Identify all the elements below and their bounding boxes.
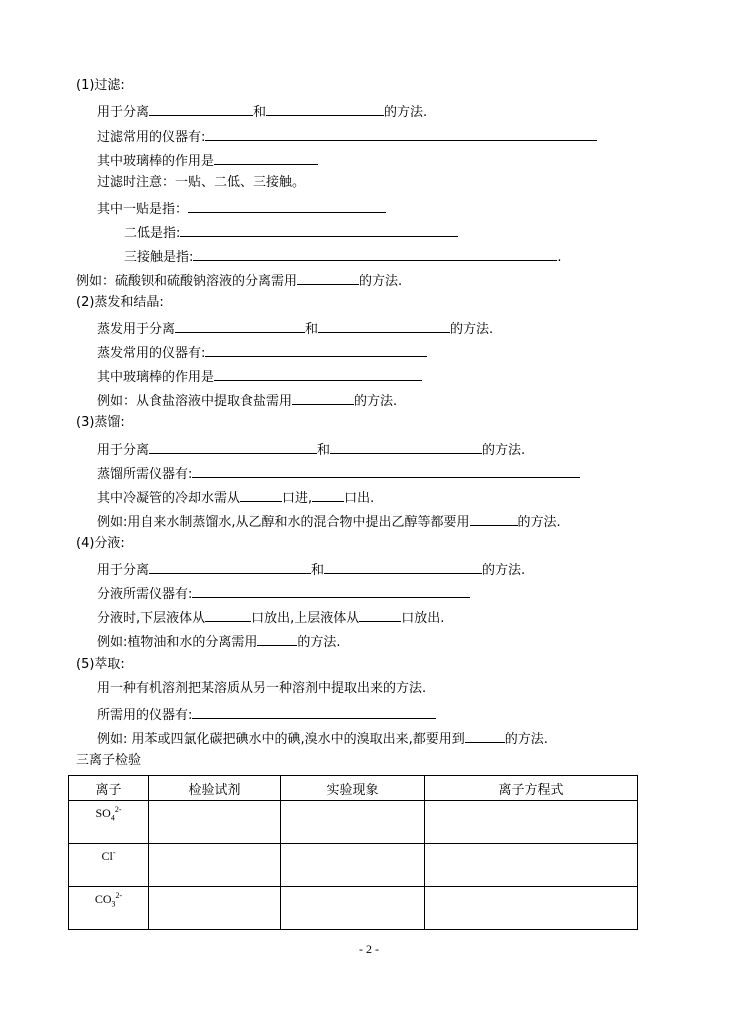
text: 口放出. bbox=[401, 611, 445, 626]
text: 三接触是指: bbox=[124, 250, 194, 265]
subscript: 4 bbox=[110, 813, 115, 823]
text: 的方法. bbox=[504, 732, 548, 747]
blank[interactable] bbox=[470, 512, 518, 526]
col-phenomenon: 实验现象 bbox=[281, 776, 425, 801]
text: 和 bbox=[311, 563, 325, 578]
two-low-line bbox=[124, 223, 458, 242]
blank[interactable] bbox=[180, 223, 458, 237]
example-4 bbox=[97, 632, 341, 651]
equation-cell[interactable] bbox=[425, 887, 638, 930]
blank[interactable] bbox=[175, 319, 305, 333]
three-contact-line bbox=[124, 247, 562, 266]
separation-purpose-line bbox=[97, 560, 525, 579]
text: SO bbox=[95, 806, 111, 820]
example-5 bbox=[97, 729, 548, 748]
blank[interactable] bbox=[330, 440, 482, 454]
filtration-purpose-line bbox=[97, 102, 427, 121]
equation-cell[interactable] bbox=[425, 844, 638, 887]
filtration-instruments-line bbox=[97, 127, 597, 146]
phenomenon-cell[interactable] bbox=[281, 844, 425, 887]
reagent-cell[interactable] bbox=[149, 801, 281, 844]
text: 用于分离 bbox=[97, 105, 150, 120]
blank[interactable] bbox=[312, 488, 344, 502]
section-4-title: (4)分液: bbox=[76, 536, 125, 551]
condenser-water-line bbox=[97, 488, 374, 507]
example-2 bbox=[97, 391, 397, 410]
separation-instruments-line bbox=[97, 584, 470, 603]
text: 的方法. bbox=[384, 105, 428, 120]
text: 蒸馏所需仪器有: bbox=[97, 467, 193, 482]
blank[interactable] bbox=[318, 319, 450, 333]
distillation-instruments-line bbox=[97, 464, 580, 483]
text: 例如：从食盐溶液中提取食盐需用 bbox=[97, 394, 293, 409]
table-row bbox=[69, 887, 638, 930]
glass-rod-role-line-2 bbox=[97, 367, 422, 386]
blank[interactable] bbox=[205, 127, 597, 141]
text: 其中玻璃棒的作用是 bbox=[97, 154, 215, 169]
ion-chloride bbox=[69, 844, 148, 864]
blank[interactable] bbox=[359, 608, 401, 622]
reagent-cell[interactable] bbox=[149, 844, 281, 887]
ion-test-table bbox=[68, 775, 638, 930]
col-reagent: 检验试剂 bbox=[149, 776, 281, 801]
text: 和 bbox=[317, 443, 331, 458]
one-stick-line bbox=[97, 199, 386, 218]
blank[interactable] bbox=[192, 464, 580, 478]
blank[interactable] bbox=[192, 584, 470, 598]
text: . bbox=[557, 250, 562, 265]
blank[interactable] bbox=[149, 102, 253, 116]
ion-carbonate bbox=[69, 887, 148, 908]
col-equation: 离子方程式 bbox=[425, 776, 638, 801]
text: 和 bbox=[253, 105, 267, 120]
text: 的方法. bbox=[482, 443, 526, 458]
ion-sulfate bbox=[69, 801, 148, 822]
example-3 bbox=[97, 512, 561, 531]
blank[interactable] bbox=[205, 343, 427, 357]
blank[interactable] bbox=[193, 247, 557, 261]
blank[interactable] bbox=[297, 271, 359, 285]
text: 的方法. bbox=[297, 635, 341, 650]
text: 用于分离 bbox=[97, 443, 150, 458]
text: 所需用的仪器有: bbox=[97, 708, 193, 723]
superscript: - bbox=[112, 848, 116, 857]
section-2-title: (2)蒸发和结晶: bbox=[76, 295, 164, 310]
text: 蒸发常用的仪器有: bbox=[97, 346, 206, 361]
phenomenon-cell[interactable] bbox=[281, 801, 425, 844]
text: 口进, bbox=[282, 491, 313, 506]
text: 例如:植物油和水的分离需用 bbox=[97, 635, 258, 650]
text: 其中一贴是指： bbox=[97, 202, 189, 217]
text: CO bbox=[94, 892, 112, 906]
blank[interactable] bbox=[240, 488, 282, 502]
text: 的方法. bbox=[482, 563, 526, 578]
col-ion: 离子 bbox=[69, 776, 149, 801]
subscript: 3 bbox=[111, 899, 116, 909]
blank[interactable] bbox=[257, 632, 297, 646]
text: 用于分离 bbox=[97, 563, 150, 578]
text: 蒸发用于分离 bbox=[97, 322, 176, 337]
text: 口放出,上层液体从 bbox=[251, 611, 360, 626]
table-row bbox=[69, 844, 638, 887]
blank[interactable] bbox=[214, 151, 318, 165]
section-5-title: (5)萃取: bbox=[76, 657, 125, 672]
text: 例如:用自来水制蒸馏水,从乙醇和水的混合物中提出乙醇等都要用 bbox=[97, 515, 470, 530]
distillation-purpose-line bbox=[97, 440, 525, 459]
blank[interactable] bbox=[465, 729, 505, 743]
section-3-title: (3)蒸馏: bbox=[76, 415, 125, 430]
page-number: - 2 - bbox=[359, 942, 379, 956]
ion-cell bbox=[69, 844, 149, 887]
blank[interactable] bbox=[266, 102, 384, 116]
blank[interactable] bbox=[188, 199, 386, 213]
layer-release-line bbox=[97, 608, 444, 627]
example-1 bbox=[76, 271, 402, 290]
blank[interactable] bbox=[214, 367, 422, 381]
evaporation-purpose-line bbox=[97, 319, 493, 338]
blank[interactable] bbox=[292, 391, 354, 405]
section-3-heading: 三离子检验 bbox=[76, 753, 142, 768]
text: Cl bbox=[101, 849, 113, 863]
table-row bbox=[69, 801, 638, 844]
text: 和 bbox=[305, 322, 319, 337]
superscript: 2- bbox=[115, 891, 123, 900]
evaporation-instruments-line bbox=[97, 343, 427, 362]
text: 的方法. bbox=[359, 274, 403, 289]
text: 过滤常用的仪器有: bbox=[97, 130, 206, 145]
table-header-row bbox=[69, 776, 638, 801]
reagent-cell[interactable] bbox=[149, 887, 281, 930]
blank[interactable] bbox=[324, 560, 482, 574]
text: 分液所需仪器有: bbox=[97, 587, 193, 602]
ion-cell bbox=[69, 887, 149, 930]
phenomenon-cell[interactable] bbox=[281, 887, 425, 930]
extraction-instruments-line bbox=[97, 705, 436, 724]
section-1-title: (1)过滤: bbox=[76, 78, 125, 93]
extraction-definition: 用一种有机溶剂把某溶质从另一种溶剂中提取出来的方法. bbox=[97, 681, 427, 696]
text: 分液时,下层液体从 bbox=[97, 611, 206, 626]
superscript: 2- bbox=[114, 805, 122, 814]
ion-cell bbox=[69, 801, 149, 844]
text: 例如：硫酸钡和硫酸钠溶液的分离需用 bbox=[76, 274, 298, 289]
text: 其中玻璃棒的作用是 bbox=[97, 370, 215, 385]
text: 口出. bbox=[344, 491, 375, 506]
equation-cell[interactable] bbox=[425, 801, 638, 844]
glass-rod-role-line bbox=[97, 151, 318, 170]
blank[interactable] bbox=[192, 705, 436, 719]
blank[interactable] bbox=[149, 440, 317, 454]
text: 例如: 用苯或四氯化碳把碘水中的碘,溴水中的溴取出来,都要用到 bbox=[97, 732, 465, 747]
text: 其中冷凝管的冷却水需从 bbox=[97, 491, 241, 506]
text: 的方法. bbox=[354, 394, 398, 409]
blank[interactable] bbox=[149, 560, 311, 574]
filtration-notes: 过滤时注意：一贴、二低、三接触。 bbox=[97, 175, 306, 190]
blank[interactable] bbox=[205, 608, 251, 622]
text: 二低是指: bbox=[124, 226, 181, 241]
text: 的方法. bbox=[517, 515, 561, 530]
text: 的方法. bbox=[450, 322, 494, 337]
